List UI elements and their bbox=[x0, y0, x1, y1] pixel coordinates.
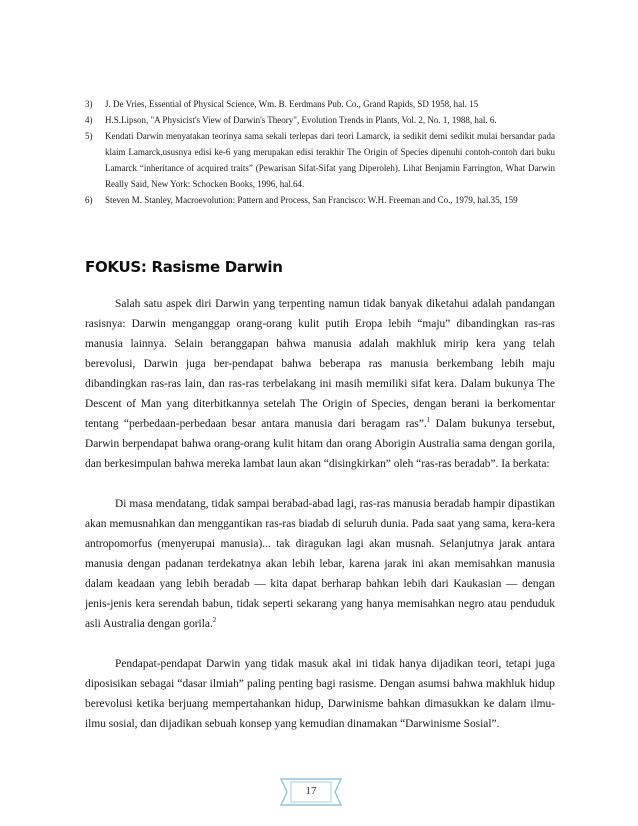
article-body bbox=[85, 294, 555, 734]
footnote-6 bbox=[85, 192, 555, 208]
footnote-3 bbox=[85, 96, 555, 112]
paragraph-conclusion: Pendapat-pendapat Darwin yang tidak masuk akal ini tidak hanya dijadikan teori, tetapi juga diposisikan sebagai “dasar ilmiah” paling penting bagi rasisme. Dengan asumsi bahwa makhluk hidup berevolusi ketika berjuang mempertahankan hidup, Darwinisme bahkan dimasukkan ke dalam ilmu-ilmu sosial, dan dijadikan sebuah konsep yang kemudian dinamakan “Darwinisme Sosial”. bbox=[85, 658, 555, 730]
section-heading: FOKUS: Rasisme Darwin bbox=[85, 258, 283, 276]
paragraph-text: Dalam bukunya tersebut, Darwin berpendapat bahwa orang-orang kulit hitam dan orang Aborigin Australia sama dengan gorila, dan berkesimpulan bahwa mereka lambat laun akan “disingkirkan” oleh “ras-ras beradab”. Ia berkata: bbox=[85, 418, 555, 470]
page-number: 17 bbox=[305, 785, 317, 797]
footnote-number: 4) bbox=[85, 115, 93, 125]
paragraph-text: Salah satu aspek diri Darwin yang terpenting namun tidak banyak diketahui adalah pandangan rasisnya: Darwin menganggap orang-orang kulit putih Eropa lebih “maju” dibandingkan ras-ras manusia lainnya. Selain beranggapan bahwa manusia adalah makhluk mirip kera yang telah berevolusi, Darwin juga ber-pendapat bahwa beberapa ras manusia berkembang lebih maju dibandingkan ras-ras lain, dan ras-ras terbelakang ini masih memiliki sifat kera. Dalam bukunya The Descent of Man yang diterbitkannya setelah The Origin of Species, dengan berani ia berkomentar tentang “perbedaan-perbedaan besar antara manusia dari beragam ras”. bbox=[85, 298, 555, 430]
footnote-ref: 1 bbox=[426, 416, 431, 425]
page-number-badge bbox=[280, 777, 342, 807]
footnote-ref: 2 bbox=[212, 616, 217, 625]
footnote-text: H.S.Lipson, "A Physicist's View of Darwin's Theory", Evolution Trends in Plants, Vol. 2, No. 1, 1988, hal. 6. bbox=[105, 115, 497, 125]
footnotes bbox=[85, 96, 555, 208]
footnote-number: 6) bbox=[85, 195, 93, 205]
footnote-text: Steven M. Stanley, Macroevolution: Pattern and Process, San Francisco: W.H. Freeman and Co., 1979, hal.35, 159 bbox=[105, 195, 518, 205]
quote-text: Di masa mendatang, tidak sampai berabad-abad lagi, ras-ras manusia beradab hampir dipastikan akan memusnahkan dan menggantikan ras-ras biadab di seluruh dunia. Pada saat yang sama, kera-kera antropomorfus (menyerupai manusia)... tak diragukan lagi akan musnah. Selanjutnya jarak antara manusia dengan padanan terdekatnya akan lebih lebar, karena jarak ini akan memisahkan manusia dalam keadaan yang lebih beradab — kita dapat berharap bahkan lebih dari Kaukasian — dengan jenis-jenis kera serendah babun, tidak seperti sekarang yang hanya memisahkan negro atau penduduk asli Australia dengan gorila. bbox=[85, 498, 555, 630]
block-quote bbox=[85, 494, 555, 634]
footnote-5 bbox=[85, 128, 555, 192]
footnote-number: 3) bbox=[85, 99, 93, 109]
footnote-text: Kendati Darwin menyatakan teorinya sama sekali terlepas dari teori Lamarck, ia sedikit demi sedikit mulai bersandar pada klaim Lamarck,ususnya edisi ke-6 yang merupakan edisi terakhir The Origin of Species dipenuhi contoh-contoh dari buku Lamarck “inheritance of acquired traits” (Pewarisan Sifat-Sifat yang Diperoleh). Lihat Benjamin Farrington, What Darwin Really Said, New York: Schocken Books, 1996, hal.64. bbox=[105, 131, 555, 189]
footnote-text: J. De Vries, Essential of Physical Science, Wm. B. Eerdmans Pub. Co., Grand Rapids, SD 1958, hal. 15 bbox=[105, 99, 479, 109]
paragraph-intro bbox=[85, 294, 555, 474]
footnote-4 bbox=[85, 112, 555, 128]
footnote-number: 5) bbox=[85, 131, 93, 141]
